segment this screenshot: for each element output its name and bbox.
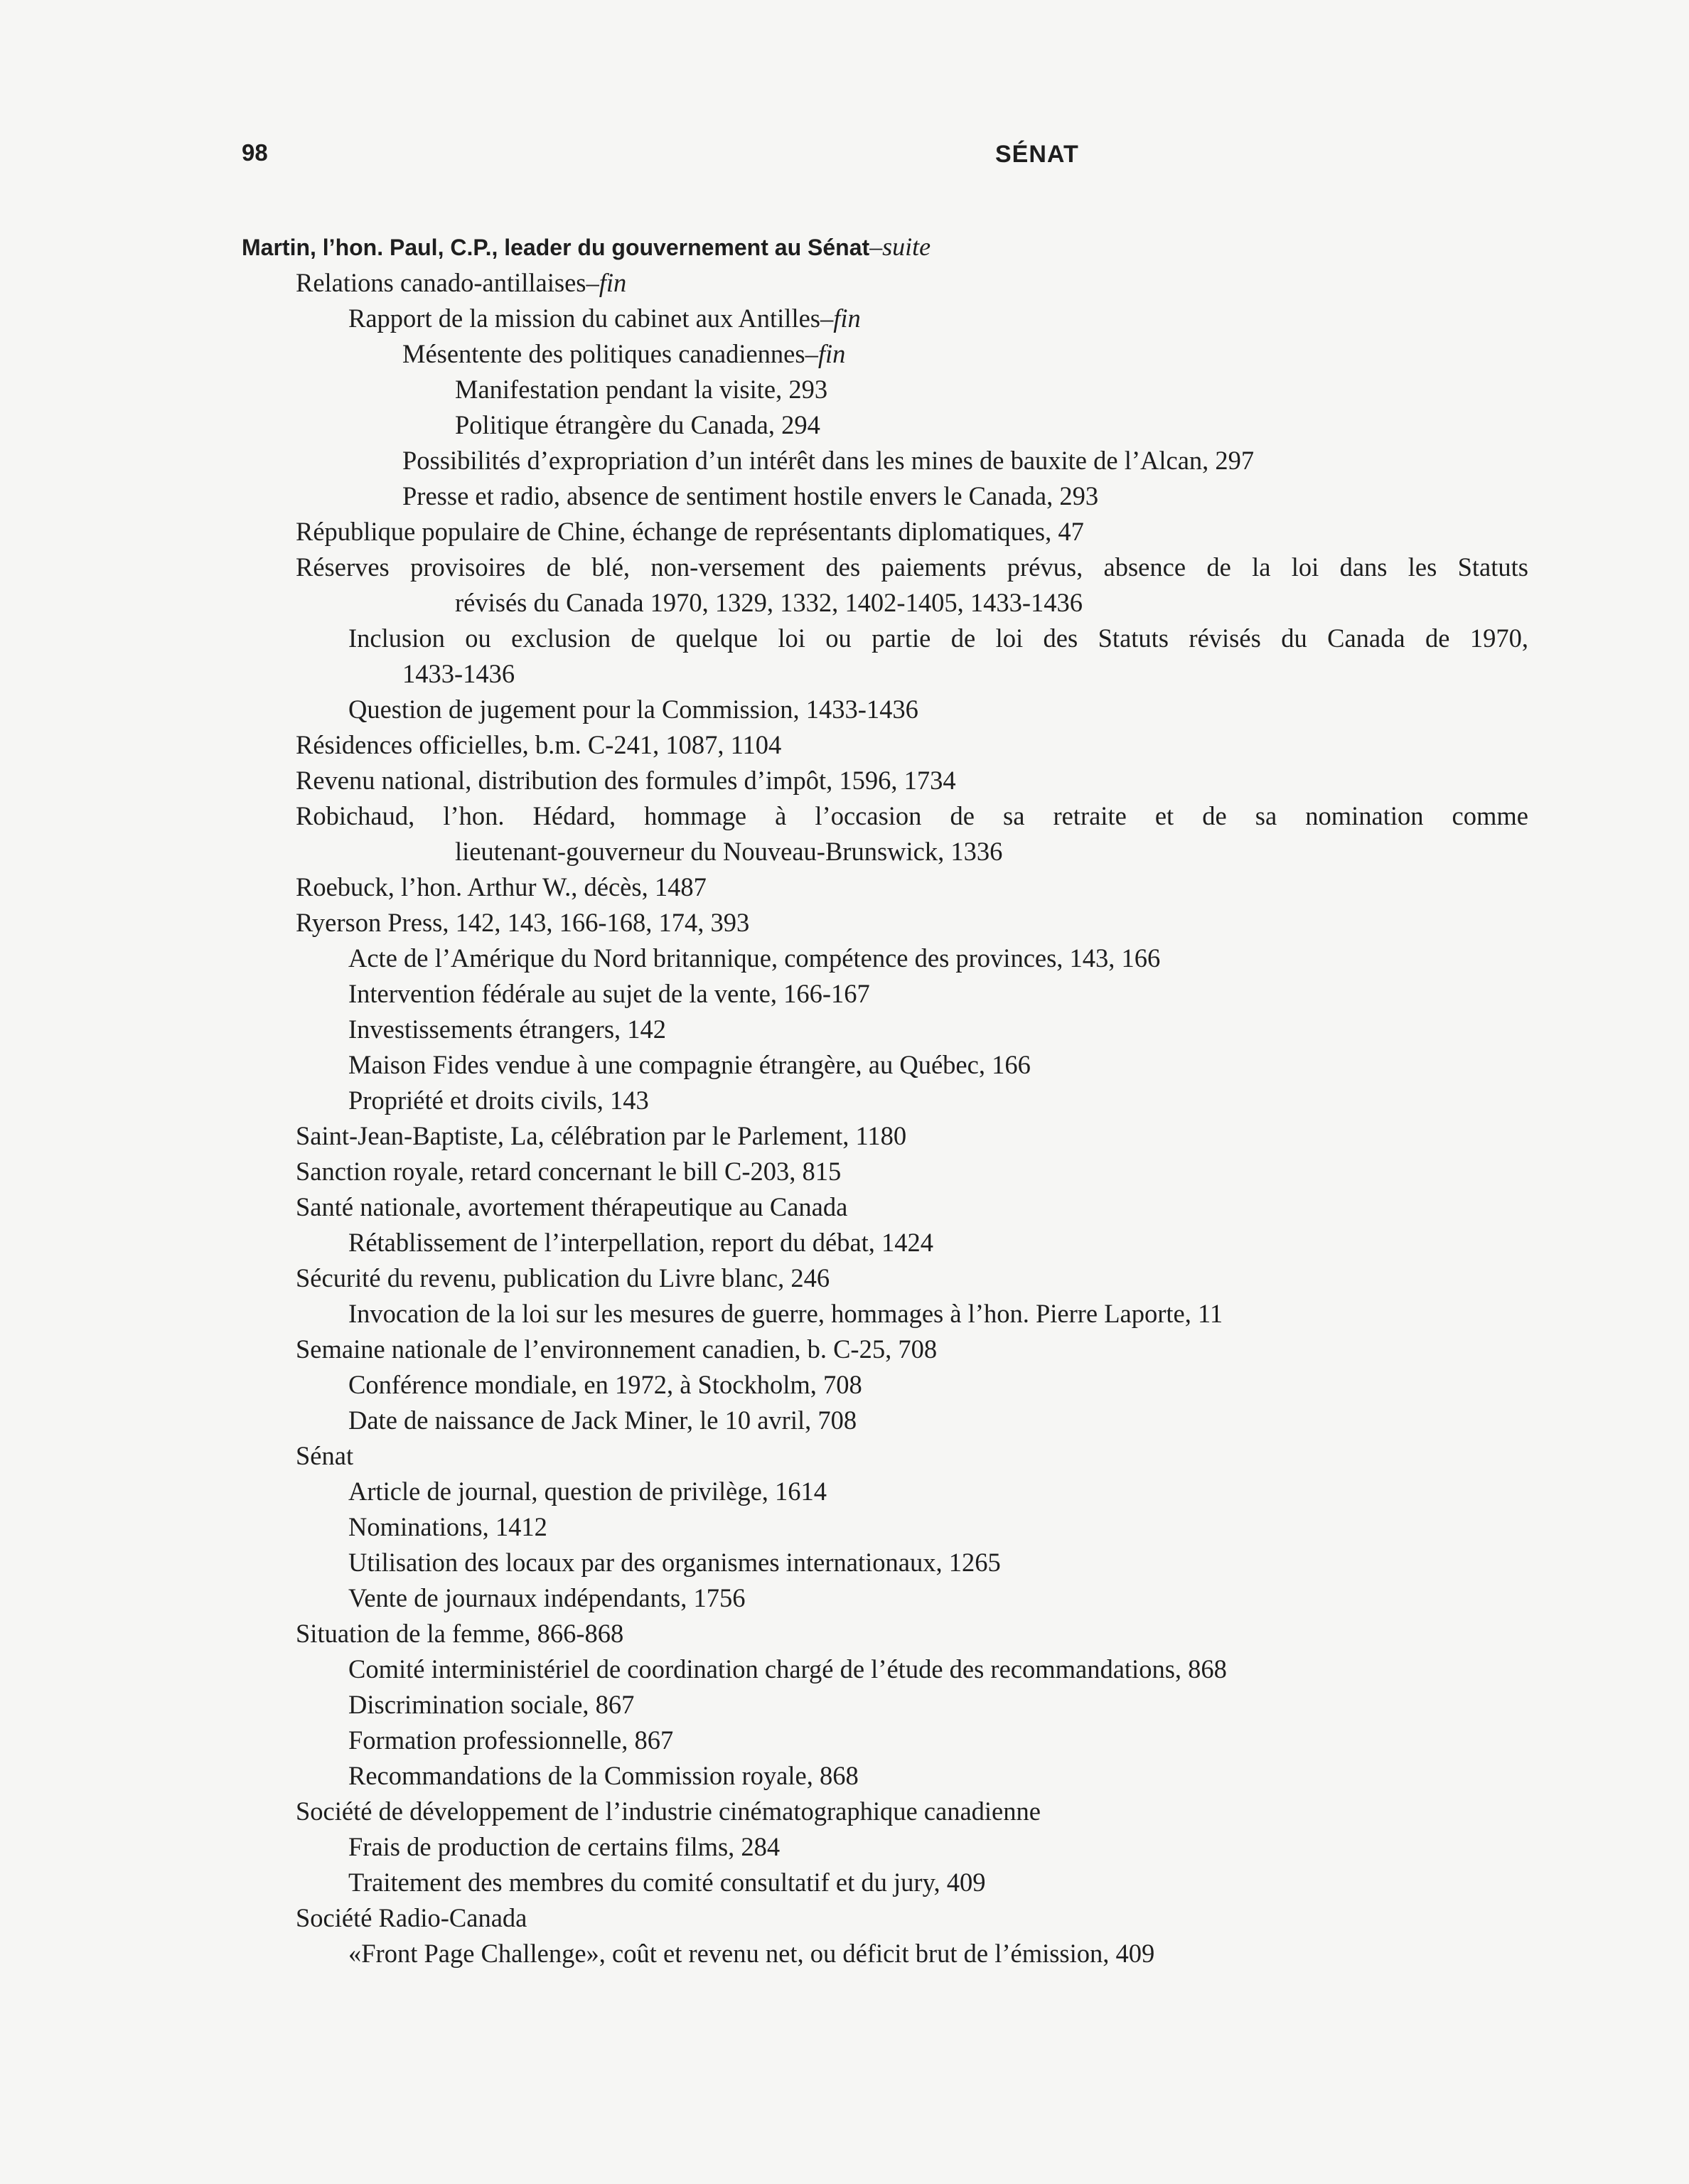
index-entry: Possibilités d’expropriation d’un intérêt dans les mines de bauxite de l’Alcan, 297 xyxy=(402,446,1255,475)
index-entry-continuation: 1433-1436 xyxy=(402,659,515,688)
entry-text: Relations canado-antillaises xyxy=(296,268,586,297)
index-entry-continuation: révisés du Canada 1970, 1329, 1332, 1402-1405, 1433-1436 xyxy=(455,588,1083,617)
index-entry: Acte de l’Amérique du Nord britannique, compétence des provinces, 143, 166 xyxy=(348,943,1161,973)
index-entry: Réserves provisoires de blé, non-versement des paiements prévus, absence de la loi dans les Statuts xyxy=(296,552,1528,582)
page-number: 98 xyxy=(242,139,268,166)
index-entry: Sécurité du revenu, publication du Livre blanc, 246 xyxy=(296,1263,830,1292)
entry-suffix: –fin xyxy=(820,304,861,333)
heading-suffix: –suite xyxy=(869,232,931,261)
index-entry: Maison Fides vendue à une compagnie étrangère, au Québec, 166 xyxy=(348,1050,1031,1079)
index-entry: Résidences officielles, b.m. C-241, 1087, 1104 xyxy=(296,730,782,759)
index-entry: Formation professionnelle, 867 xyxy=(348,1725,674,1755)
index-entry: République populaire de Chine, échange de représentants diplomatiques, 47 xyxy=(296,517,1084,546)
index-entry: Question de jugement pour la Commission, 1433-1436 xyxy=(348,695,918,724)
index-body xyxy=(242,229,1528,1971)
index-entry: Intervention fédérale au sujet de la vente, 166-167 xyxy=(348,979,870,1008)
index-entry: Frais de production de certains films, 284 xyxy=(348,1832,781,1861)
entry-text: Rapport de la mission du cabinet aux Antilles xyxy=(348,304,820,333)
index-entry: Saint-Jean-Baptiste, La, célébration par le Parlement, 1180 xyxy=(296,1121,907,1150)
index-entry: Nominations, 1412 xyxy=(348,1512,547,1541)
entry-suffix: –fin xyxy=(805,339,846,368)
index-entry: Robichaud, l’hon. Hédard, hommage à l’occasion de sa retraite et de sa nomination comme xyxy=(296,801,1528,830)
index-entry: Vente de journaux indépendants, 1756 xyxy=(348,1583,746,1612)
index-entry: Recommandations de la Commission royale, 868 xyxy=(348,1761,859,1790)
index-entry: Revenu national, distribution des formules d’impôt, 1596, 1734 xyxy=(296,766,956,795)
entry-text: Mésentente des politiques canadiennes xyxy=(402,339,805,368)
index-entry: Politique étrangère du Canada, 294 xyxy=(455,410,820,439)
index-entry: Comité interministériel de coordination chargé de l’étude des recommandations, 868 xyxy=(348,1654,1227,1684)
index-entry: Rétablissement de l’interpellation, report du débat, 1424 xyxy=(348,1228,934,1257)
heading-name: Martin, l’hon. Paul, C.P., leader du gouvernement au Sénat xyxy=(242,235,870,260)
index-entry: Conférence mondiale, en 1972, à Stockholm, 708 xyxy=(348,1370,862,1399)
index-entry: Manifestation pendant la visite, 293 xyxy=(455,375,828,404)
index-entry: Utilisation des locaux par des organismes internationaux, 1265 xyxy=(348,1548,1001,1577)
index-entry: Semaine nationale de l’environnement canadien, b. C-25, 708 xyxy=(296,1334,938,1364)
index-heading xyxy=(242,229,1528,265)
index-entry: Propriété et droits civils, 143 xyxy=(348,1086,649,1115)
index-entry: Discrimination sociale, 867 xyxy=(348,1690,635,1719)
index-entry: Presse et radio, absence de sentiment hostile envers le Canada, 293 xyxy=(402,481,1099,510)
index-entry: Inclusion ou exclusion de quelque loi ou partie de loi des Statuts révisés du Canada de 1970, xyxy=(348,623,1528,653)
index-entry: Traitement des membres du comité consultatif et du jury, 409 xyxy=(348,1868,986,1897)
index-entry: Société de développement de l’industrie cinématographique canadienne xyxy=(296,1797,1041,1826)
index-entry: Ryerson Press, 142, 143, 166-168, 174, 393 xyxy=(296,908,750,937)
index-entry xyxy=(242,301,1528,336)
running-head: SÉNAT xyxy=(995,141,1079,168)
index-entry: Article de journal, question de privilège, 1614 xyxy=(348,1477,827,1506)
index-entry xyxy=(242,336,1528,372)
index-entry: «Front Page Challenge», coût et revenu net, ou déficit brut de l’émission, 409 xyxy=(348,1939,1155,1968)
index-entry: Société Radio-Canada xyxy=(296,1903,527,1932)
index-entry: Roebuck, l’hon. Arthur W., décès, 1487 xyxy=(296,872,707,901)
page-header xyxy=(242,139,1528,182)
index-entry-continuation: lieutenant-gouverneur du Nouveau-Brunswick, 1336 xyxy=(455,837,1003,866)
index-entry: Sénat xyxy=(296,1441,354,1470)
index-entry: Invocation de la loi sur les mesures de guerre, hommages à l’hon. Pierre Laporte, 11 xyxy=(348,1299,1223,1328)
index-entry: Situation de la femme, 866-868 xyxy=(296,1619,624,1648)
index-entry xyxy=(242,265,1528,301)
index-entry: Date de naissance de Jack Miner, le 10 avril, 708 xyxy=(348,1406,857,1435)
index-entry: Sanction royale, retard concernant le bill C-203, 815 xyxy=(296,1157,842,1186)
index-entry: Santé nationale, avortement thérapeutique au Canada xyxy=(296,1192,848,1221)
index-entry: Investissements étrangers, 142 xyxy=(348,1015,667,1044)
entry-suffix: –fin xyxy=(586,268,627,297)
